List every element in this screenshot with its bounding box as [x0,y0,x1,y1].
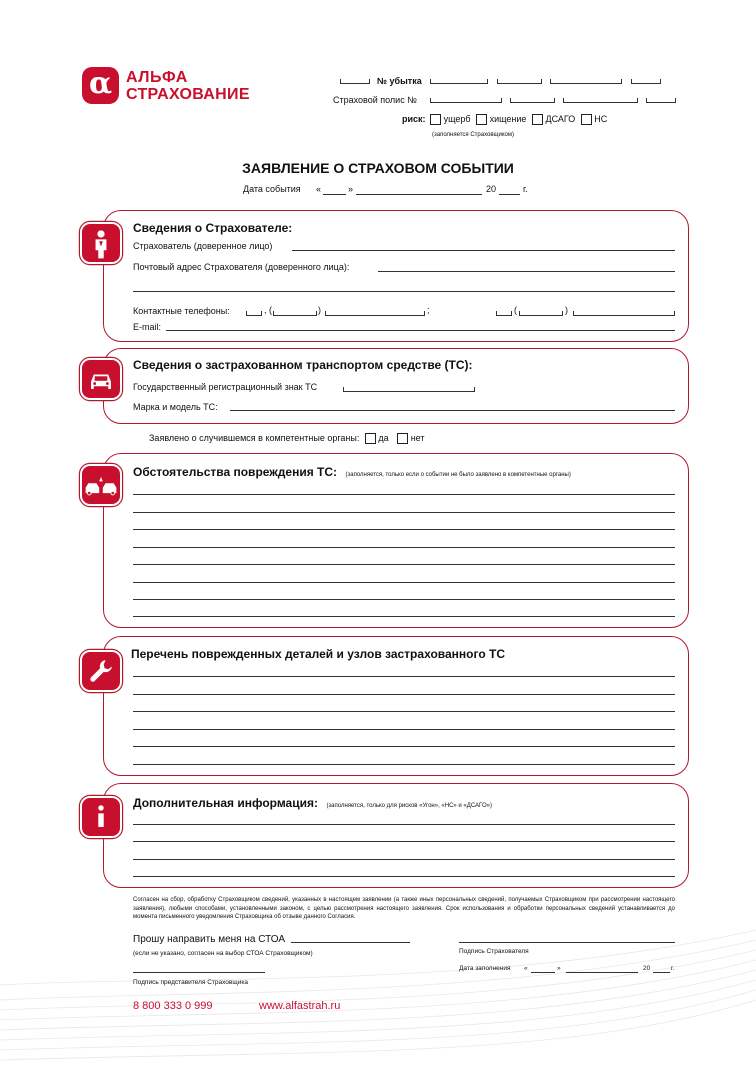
model-label: Марка и модель ТС: [133,402,218,412]
stoa-note: (если не указано, согласен на выбор СТОА Страховщиком) [133,950,313,957]
circumstances-line-1[interactable] [133,494,675,495]
model-field[interactable] [230,410,675,411]
circumstances-line-3[interactable] [133,529,675,530]
rep-signature-label: Подпись представителя Страховщика [133,979,248,986]
additional-line-1[interactable] [133,824,675,825]
circumstances-title: Обстоятельства повреждения ТС: [133,465,338,479]
additional-note: (заполняется, только для рисков «Угон», «НС» и «ДСАГО») [326,803,492,809]
fill-year-suffix: г. [671,965,675,972]
insured-signature-label: Подпись Страхователя [459,948,529,955]
website-link[interactable]: www.alfastrah.ru [259,1000,341,1012]
parts-line-3[interactable] [133,711,675,712]
reported-no-label: нет [410,433,425,443]
circumstances-note: (заполняется, только если о событии не было заявлено в компетентные органы) [345,472,571,478]
event-month-field[interactable] [356,194,482,195]
brand-name-line1: АЛЬФА [126,69,188,86]
risk-row [402,114,607,125]
risk-ns-checkbox[interactable] [581,114,592,125]
phone2-code-field[interactable] [519,311,563,316]
event-year-suffix: г. [523,184,528,194]
fill-year-field[interactable] [653,972,670,973]
plate-field[interactable] [343,387,475,392]
policy-field-2[interactable] [510,98,555,103]
car-front-icon [80,358,122,400]
circumstances-line-8[interactable] [133,616,675,617]
policyholder-label: Страхователь (доверенное лицо) [133,241,273,251]
parts-line-6[interactable] [133,764,675,765]
risk-damage-checkbox[interactable] [430,114,441,125]
address-field-2[interactable] [133,291,675,292]
fill-date-close-quote: » [557,965,561,972]
reported-row [149,433,425,444]
phone2-number-field[interactable] [573,311,675,316]
policy-field-1[interactable] [430,98,502,103]
phone1-code-open: , ( [264,305,272,315]
phone2-code-open: ( [514,305,517,315]
person-icon [80,222,122,264]
event-date-close-quote: » [348,184,354,194]
loss-number-field-3[interactable] [550,79,622,84]
fill-year-prefix: 20 [643,965,651,972]
policyholder-field[interactable] [292,250,675,251]
risk-theft-checkbox[interactable] [476,114,487,125]
policy-label: Страховой полис № [333,95,417,105]
circumstances-title-row [133,463,571,481]
brand-name-line2: СТРАХОВАНИЕ [126,86,250,103]
additional-line-2[interactable] [133,841,675,842]
loss-number-field-4[interactable] [631,79,661,84]
phone2-country-field[interactable] [496,311,512,316]
risk-ns-label: НС [594,114,608,124]
parts-title: Перечень поврежденных деталей и узлов застрахованного ТС [131,647,505,661]
risk-note: (заполняется Страховщиком) [432,132,514,138]
contact-phone: 8 800 333 0 999 [133,1000,213,1012]
additional-title: Дополнительная информация: [133,796,318,810]
wrench-icon [80,650,122,692]
risk-dsago-label: ДСАГО [545,114,576,124]
risk-damage-label: ущерб [443,114,471,124]
policyholder-title: Сведения о Страхователе: [133,221,293,235]
risk-dsago-checkbox[interactable] [532,114,543,125]
page-title: ЗАЯВЛЕНИЕ О СТРАХОВОМ СОБЫТИИ [242,160,514,176]
email-field[interactable] [166,330,675,331]
risk-label: риск: [402,114,426,124]
circumstances-line-7[interactable] [133,599,675,600]
parts-line-5[interactable] [133,746,675,747]
reported-yes-label: да [378,433,389,443]
policy-field-3[interactable] [563,98,638,103]
phone2-code-close: ) [565,305,568,315]
insured-signature-field[interactable] [459,942,675,943]
event-year-field[interactable] [499,194,520,195]
event-date-open-quote: « [316,184,322,194]
rep-signature-field[interactable] [133,972,265,973]
stoa-label: Прошу направить меня на СТОА [133,934,285,945]
phone1-code-field[interactable] [273,311,317,316]
stoa-field[interactable] [291,942,410,943]
circumstances-line-4[interactable] [133,547,675,548]
circumstances-line-5[interactable] [133,564,675,565]
reported-label: Заявлено о случившемся в компетентные органы: [149,433,360,443]
additional-line-4[interactable] [133,876,675,877]
event-year-prefix: 20 [486,184,497,194]
circumstances-line-6[interactable] [133,582,675,583]
policy-field-4[interactable] [646,98,676,103]
vehicle-title: Сведения о застрахованном транспортом средстве (ТС): [133,358,473,372]
address-label: Почтовый адрес Страхователя (доверенного лица): [133,262,350,272]
phones-label: Контактные телефоны: [133,306,230,316]
phone1-code-close: ) [318,305,321,315]
plate-label: Государственный регистрационный знак ТС [133,382,318,392]
fill-date-open-quote: « [524,965,528,972]
loss-number-label: № убытка [377,76,422,86]
phone1-separator: ; [427,305,430,315]
fill-day-field[interactable] [531,972,555,973]
risk-theft-label: хищение [489,114,527,124]
consent-text: Согласен на сбор, обработку Страховщиком сведений, указанных в настоящем заявлении (а также иных персональных сведений, получаемых Страховщиком при рассмотрении настоящего заявления), любыми способами, установленными законом, с целью рассмотрения настоящего заявления. Срок использования и обработки персональных сведений устанавливается до момента письменного уведомления Страховщика об отзыве данного Согласия. [133,897,675,920]
event-date-label: Дата события [243,184,301,194]
alpha-logo-icon: α [82,67,119,104]
event-day-field[interactable] [323,194,346,195]
parts-line-2[interactable] [133,694,675,695]
loss-number-field-1[interactable] [430,79,488,84]
parts-line-1[interactable] [133,676,675,677]
phone1-number-field[interactable] [325,311,425,316]
car-crash-icon [80,464,122,506]
fill-date-label: Дата заполнения [459,965,511,972]
additional-title-row [133,794,492,812]
reported-no-checkbox[interactable] [397,433,408,444]
address-field-1[interactable] [378,271,675,272]
phone1-country-field[interactable] [246,311,262,316]
fill-month-field[interactable] [566,972,638,973]
loss-number-field-2[interactable] [497,79,542,84]
email-label: E-mail: [133,322,162,332]
info-icon [80,796,122,838]
parts-line-4[interactable] [133,729,675,730]
additional-line-3[interactable] [133,859,675,860]
circumstances-line-2[interactable] [133,512,675,513]
loss-prefix-field[interactable] [340,79,370,84]
reported-yes-checkbox[interactable] [365,433,376,444]
